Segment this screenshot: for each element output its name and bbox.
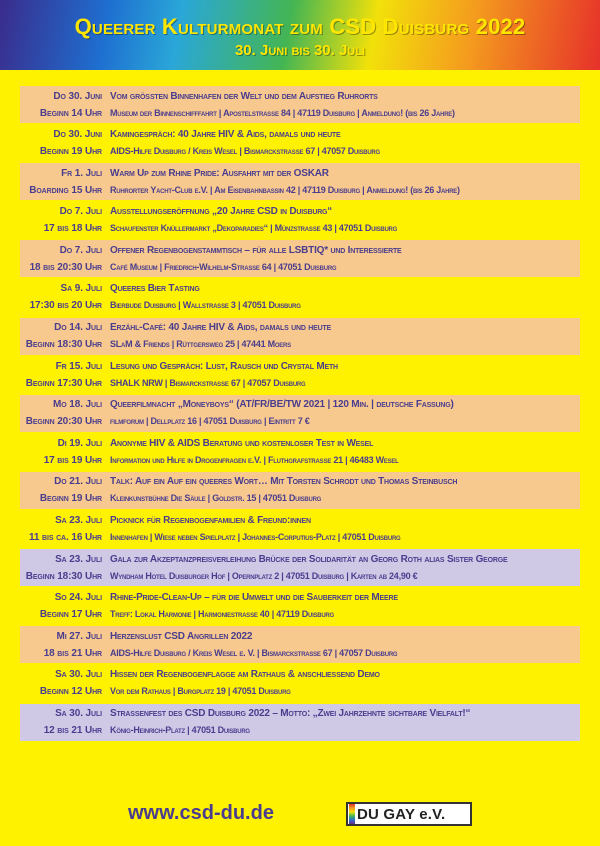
event-time: 17 bis 18 Uhr: [43, 223, 102, 235]
event-list: [20, 86, 580, 742]
event-item: [20, 511, 580, 548]
event-time: Beginn 14 Uhr: [39, 107, 102, 119]
event-title: Herzenslust CSD Angrillen 2022: [110, 630, 253, 642]
event-row-top: [20, 127, 580, 143]
event-item: [20, 395, 580, 432]
event-location: Museum der Binnenschifffahrt | Apostelstraße 84 | 47119 Duisburg | Anmeldung! (bis 26 Jahre): [110, 107, 455, 118]
event-location: Café Museum | Friedrich-Wilhelm-Strasse 64 | 47051 Duisburg: [110, 261, 337, 272]
event-item: [20, 318, 580, 355]
event-location: Innenhafen | Wiese neben Spielplatz | Johannes-Corputius-Platz | 47051 Duisburg: [110, 532, 401, 543]
event-title: Offener Regenbogenstammtisch – für alle LSBTIQ* und Interessierte: [110, 244, 402, 256]
event-item: [20, 704, 580, 741]
event-row-top: [20, 166, 580, 182]
event-title: Straßenfest des CSD Duisburg 2022 – Motto: „Zwei Jahrzehnte sichtbare Vielfalt!“: [110, 708, 471, 719]
event-row-bottom: [20, 259, 580, 275]
event-row-bottom: [20, 490, 580, 506]
event-item: [20, 86, 580, 123]
event-date: Sa 23. Juli: [55, 515, 102, 527]
event-row-top: [20, 513, 580, 529]
event-row-bottom: [20, 143, 580, 159]
event-time: 18 bis 21 Uhr: [43, 647, 102, 659]
event-title: Talk: Auf ein Auf ein queeres Wort… Mit Torsten Schrodt und Thomas Steinbusch: [110, 476, 458, 488]
event-row-bottom: [20, 452, 580, 468]
event-location: Wyndham Hotel Duisburger Hof | Opernplatz 2 | 47051 Duisburg | Karten ab 24,90 €: [110, 570, 418, 581]
event-row-bottom: [20, 182, 580, 198]
event-time: Beginn 18:30 Uhr: [25, 570, 102, 582]
event-item: [20, 626, 580, 663]
event-time: 17:30 bis 20 Uhr: [29, 300, 102, 312]
page-title: Queerer Kulturmonat zum CSD Duisburg 2022: [74, 14, 526, 39]
event-item: [20, 240, 580, 277]
rainbow-flag-icon: [349, 804, 355, 824]
event-row-top: [20, 320, 580, 336]
website-link[interactable]: www.csd-du.de: [128, 802, 274, 824]
event-row-bottom: [20, 413, 580, 429]
event-time: Beginn 12 Uhr: [39, 686, 102, 698]
event-row-top: [20, 359, 580, 375]
event-row-top: [20, 89, 580, 105]
event-location: Schaufenster Knüllermarkt „Dekoparadies“ | Münzstraße 43 | 47051 Duisburg: [110, 223, 398, 234]
event-title: Kamingespräch: 40 Jahre HIV & Aids, damals und heute: [110, 129, 341, 141]
event-title: Ausstellungseröffnung „20 Jahre CSD in Duisburg“: [110, 206, 333, 218]
event-item: [20, 163, 580, 200]
event-title: Queerfilmnacht „Moneyboys“ (AT/FR/BE/TW 2021 | 120 Min. | deutsche Fassung): [110, 399, 454, 411]
event-row-bottom: [20, 297, 580, 313]
event-row-top: [20, 397, 580, 413]
event-title: Anonyme HIV & AIDS Beratung und kostenloser Test in Wesel: [110, 437, 374, 449]
event-time: 12 bis 21 Uhr: [43, 725, 102, 736]
event-item: [20, 588, 580, 625]
event-date: Di 19. Juli: [57, 437, 102, 449]
event-item: [20, 279, 580, 316]
event-location: Ruhrorter Yacht-Club e.V. | Am Eisenbahnbassin 42 | 47119 Duisburg | Anmeldung! (bis 26 Jahre): [110, 184, 460, 195]
event-date: Sa 23. Juli: [55, 553, 102, 565]
event-date: Mi 27. Juli: [56, 630, 102, 642]
event-time: Beginn 19 Uhr: [39, 146, 102, 158]
event-time: 18 bis 20:30 Uhr: [29, 261, 102, 273]
event-row-top: [20, 436, 580, 452]
event-item: [20, 125, 580, 162]
event-date: Do 30. Juni: [53, 129, 102, 141]
header-banner: [0, 0, 600, 70]
event-time: Beginn 17 Uhr: [39, 609, 102, 621]
event-title: Picknick für Regenbogenfamilien & Freund:innen: [110, 515, 311, 527]
event-item: [20, 549, 580, 586]
event-time: Beginn 19 Uhr: [39, 493, 102, 505]
event-date: Fr 15. Juli: [55, 360, 102, 372]
event-date: Do 7. Juli: [59, 244, 102, 256]
event-row-bottom: [20, 645, 580, 661]
event-time: 11 bis ca. 16 Uhr: [29, 532, 102, 544]
event-row-bottom: [20, 529, 580, 545]
event-time: Beginn 20:30 Uhr: [25, 416, 102, 428]
event-title: Vom größten Binnenhafen der Welt und dem Aufstieg Ruhrorts: [110, 90, 378, 102]
event-row-bottom: [20, 220, 580, 236]
event-item: [20, 356, 580, 393]
event-location: AIDS-Hilfe Duisburg / Kreis Wesel e. V. | Bismarckstrasse 67 | 47057 Duisburg: [110, 647, 398, 658]
event-location: König-Heinrich-Platz | 47051 Duisburg: [110, 725, 250, 735]
event-date: Sa 30. Juli: [55, 708, 102, 719]
event-date: Sa 30. Juli: [55, 669, 102, 681]
event-title: Gala zur Akzeptanzpreisverleihung Brücke der Solidarität an Georg Roth alias Sister George: [110, 553, 508, 565]
event-row-bottom: [20, 606, 580, 622]
event-row-bottom: [20, 375, 580, 391]
event-date: Do 30. Juni: [53, 90, 102, 102]
event-row-top: [20, 706, 580, 722]
event-location: filmforum | Dellplatz 16 | 47051 Duisburg | Eintritt 7 €: [110, 416, 310, 427]
event-location: SHALK NRW | Bismarckstraße 67 | 47057 Duisburg: [110, 377, 306, 388]
event-location: Treff: Lokal Harmonie | Harmoniestraße 40 | 47119 Duisburg: [110, 609, 334, 620]
event-date: Do 14. Juli: [54, 322, 102, 334]
event-item: [20, 472, 580, 509]
event-title: Warm Up zum Rhine Pride: Ausfahrt mit der OSKAR: [110, 167, 329, 179]
event-location: Information und Hilfe in Drogenfragen e.V. | Fluthgrafstraße 21 | 46483 Wesel: [110, 454, 399, 465]
event-title: Rhine-Pride-Clean-Up – für die Umwelt und die Sauberkeit der Meere: [110, 592, 398, 604]
logo-text: DU GAY e.V.: [357, 805, 446, 823]
dugay-logo: [346, 802, 472, 826]
event-title: Erzähl-Café: 40 Jahre HIV & Aids, damals und heute: [110, 322, 332, 334]
event-row-bottom: [20, 105, 580, 121]
event-row-bottom: [20, 568, 580, 584]
event-row-top: [20, 629, 580, 645]
event-time: Beginn 18:30 Uhr: [25, 339, 102, 351]
event-location: SLaM & Friends | Rüttgersweg 25 | 47441 Moers: [110, 339, 291, 350]
event-row-top: [20, 204, 580, 220]
event-row-top: [20, 243, 580, 259]
event-row-top: [20, 281, 580, 297]
page-subtitle: 30. Juni bis 30. Juli: [234, 42, 366, 59]
event-item: [20, 202, 580, 239]
event-location: Kleinkunstbühne Die Säule | Goldstr. 15 | 47051 Duisburg: [110, 493, 322, 504]
event-title: Hissen der Regenbogenflagge am Rathaus & anschließend Demo: [110, 669, 380, 681]
event-item: [20, 665, 580, 702]
event-title: Lesung und Gespräch: Lust, Rausch und Crystal Meth: [110, 360, 338, 372]
event-row-bottom: [20, 722, 580, 738]
event-date: Do 21. Juli: [54, 476, 102, 488]
event-date: Sa 9. Juli: [60, 283, 102, 295]
event-time: Boarding 15 Uhr: [29, 184, 102, 196]
event-date: Fr 1. Juli: [61, 167, 102, 179]
event-title: Queeres Bier Tasting: [110, 283, 200, 295]
event-row-bottom: [20, 336, 580, 352]
event-date: Do 7. Juli: [59, 206, 102, 218]
event-row-bottom: [20, 683, 580, 699]
event-date: So 24. Juli: [54, 592, 102, 604]
event-item: [20, 433, 580, 470]
event-row-top: [20, 667, 580, 683]
event-location: Vor dem Rathaus | Burgplatz 19 | 47051 Duisburg: [110, 686, 291, 697]
event-time: 17 bis 19 Uhr: [43, 454, 102, 466]
event-row-top: [20, 590, 580, 606]
event-date: Mo 18. Juli: [53, 399, 102, 411]
event-time: Beginn 17:30 Uhr: [25, 377, 102, 389]
event-row-top: [20, 552, 580, 568]
event-location: Bierbude Duisburg | Wallstraße 3 | 47051 Duisburg: [110, 300, 301, 311]
event-row-top: [20, 474, 580, 490]
event-location: AIDS-Hilfe Duisburg / Kreis Wesel | Bismarckstraße 67 | 47057 Duisburg: [110, 146, 380, 157]
